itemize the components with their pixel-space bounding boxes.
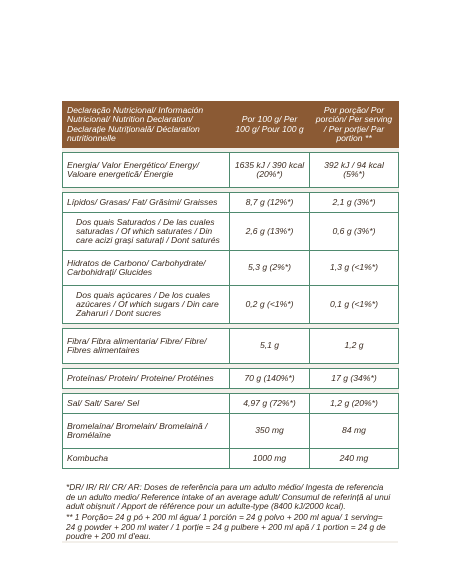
row-label: Hidratos de Carbono/ Carbohydrate/ Carbohidrați/ Glucides (63, 251, 230, 286)
header-per-serving: Por porção/ Por porción/ Per serving / Per porție/ Par portion ** (310, 102, 399, 148)
row-per-100g: 5,1 g (230, 329, 310, 364)
table-row-sugars (63, 286, 399, 324)
row-label: Sal/ Salt/ Sare/ Sel (63, 394, 230, 414)
row-label: Fibra/ Fibra alimentaria/ Fibre/ Fibre/ Fibres alimentaires (63, 329, 230, 364)
row-per-100g: 1000 mg (230, 449, 310, 469)
row-per-serving: 17 g (34%*) (310, 369, 399, 389)
row-per-100g: 2,6 g (13%*) (230, 213, 310, 251)
row-per-serving: 240 mg (310, 449, 399, 469)
row-label: Energia/ Valor Energético/ Energy/ Valoare energetică/ Énergie (63, 153, 230, 188)
nutrition-label (62, 101, 398, 543)
header-per-100g: Por 100 g/ Per 100 g/ Pour 100 g (230, 102, 310, 148)
table-row-bromelain (63, 414, 399, 449)
table-row-protein (63, 369, 399, 389)
table-row-salt (63, 394, 399, 414)
row-label: Kombucha (63, 449, 230, 469)
row-per-100g: 0,2 g (<1%*) (230, 286, 310, 324)
table-header-row (63, 102, 399, 148)
header-declaration: Declaração Nutricional/ Información Nutricional/ Nutrition Declaration/ Declarație Nutrițională/ Déclaration nutritionnelle (63, 102, 230, 148)
row-label: Lípidos/ Grasas/ Fat/ Grăsimi/ Graisses (63, 193, 230, 213)
table-row-saturates (63, 213, 399, 251)
row-per-100g: 70 g (140%*) (230, 369, 310, 389)
row-per-serving: 1,2 g (310, 329, 399, 364)
table-row-energy (63, 153, 399, 188)
row-label: Bromelaína/ Bromelain/ Bromelaină / Bromélaïne (63, 414, 230, 449)
footnotes (62, 469, 398, 541)
row-per-100g: 1635 kJ / 390 kcal (20%*) (230, 153, 310, 188)
row-per-serving: 392 kJ / 94 kcal (5%*) (310, 153, 399, 188)
row-per-serving: 1,2 g (20%*) (310, 394, 399, 414)
row-per-serving: 84 mg (310, 414, 399, 449)
nutrition-table (62, 101, 399, 469)
row-per-serving: 1,3 g (<1%*) (310, 251, 399, 286)
table-row-fibre (63, 329, 399, 364)
row-per-100g: 5,3 g (2%*) (230, 251, 310, 286)
row-per-serving: 2,1 g (3%*) (310, 193, 399, 213)
table-row-kombucha (63, 449, 399, 469)
footnote-reference-intake: *DR/ IR/ RI/ CR/ AR: Doses de referência para um adulto médio/ Ingesta de referencia de un adulto medio/ Reference intake of an average adult/ Consumul de referință al unui adult obișnuit / Apport de référence pour un adulte-type (8400 kJ/2000 kcal). (66, 482, 391, 511)
row-label: Dos quais açúcares / De los cuales azúcares / Of which sugars / Din care Zaharuri / Dont sucres (63, 286, 230, 324)
row-label: Proteínas/ Protein/ Proteine/ Protéines (63, 369, 230, 389)
row-per-serving: 0,1 g (<1%*) (310, 286, 399, 324)
table-row-carbohydrate (63, 251, 399, 286)
row-label: Dos quais Saturados / De las cuales saturadas / Of which saturates / Din care acizi grași saturați / Dont saturés (63, 213, 230, 251)
row-per-100g: 4,97 g (72%*) (230, 394, 310, 414)
table-row-fat (63, 193, 399, 213)
footnote-serving: ** 1 Porção= 24 g pó + 200 ml água/ 1 porción = 24 g polvo + 200 ml agua/ 1 serving= 24 g powder + 200 ml water / 1 porție = 24 g pulbere + 200 ml apă / 1 portion = 24 g de poudre + 200 ml d'eau. (66, 512, 386, 541)
row-per-100g: 350 mg (230, 414, 310, 449)
row-per-100g: 8,7 g (12%*) (230, 193, 310, 213)
row-per-serving: 0,6 g (3%*) (310, 213, 399, 251)
